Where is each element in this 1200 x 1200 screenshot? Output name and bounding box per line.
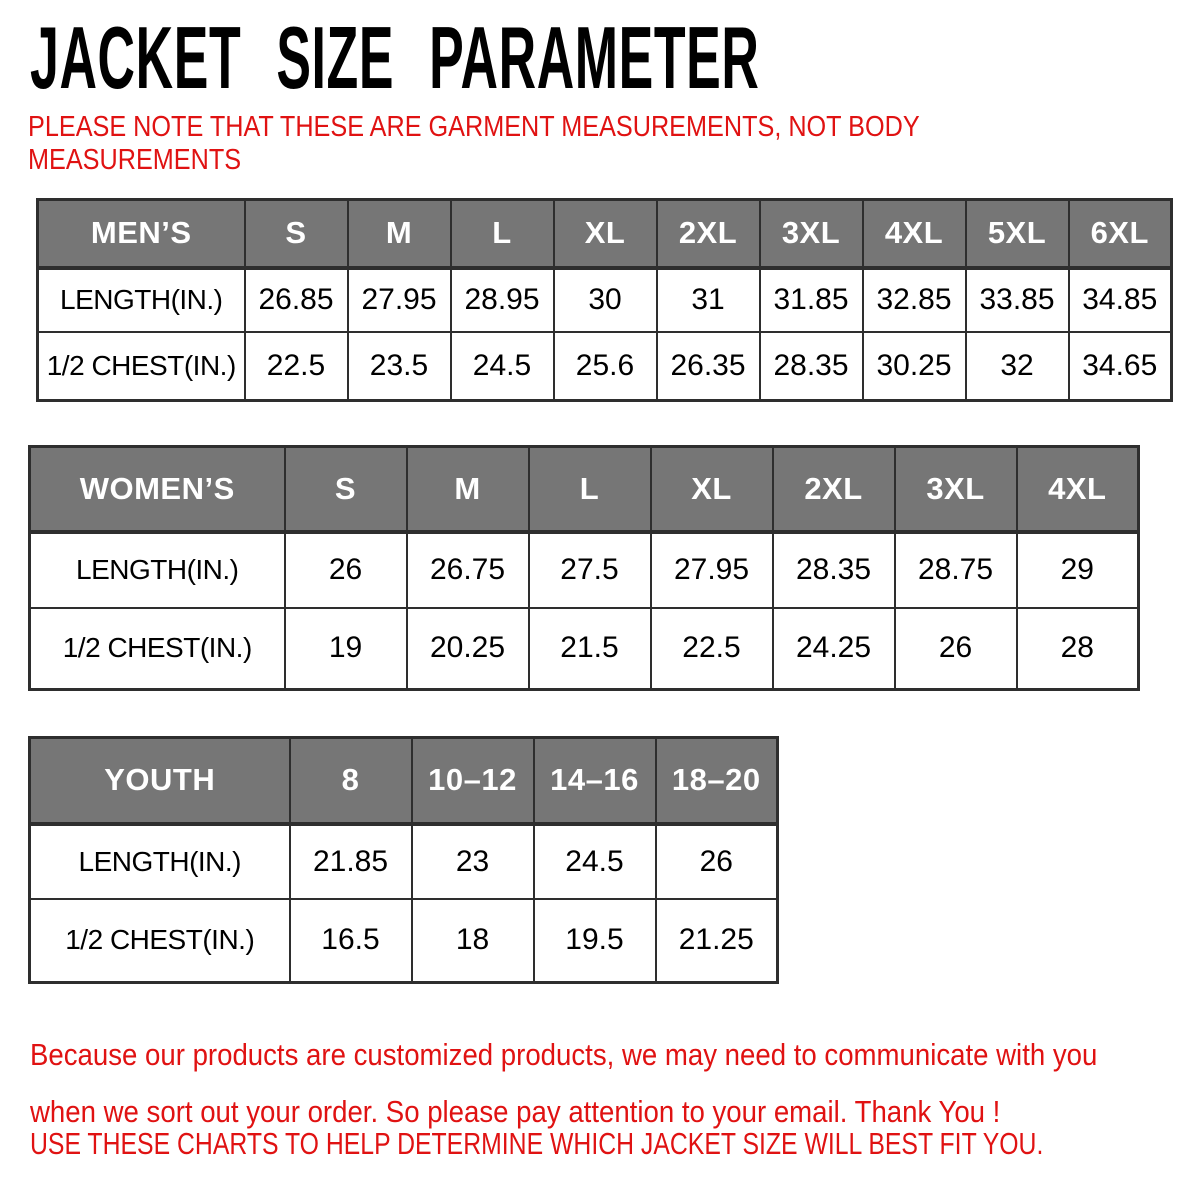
column-header-size: 3XL [760, 200, 863, 268]
table-cell: 32 [966, 332, 1069, 401]
table-cell: 26 [895, 608, 1017, 690]
column-header-size: L [529, 447, 651, 532]
use-charts-note: USE THESE CHARTS TO HELP DETERMINE WHICH JACKET SIZE WILL BEST FIT YOU. [30, 1126, 1044, 1161]
youth-table-title: YOUTH [30, 738, 290, 824]
youth-chest-row [30, 899, 778, 983]
womens-length-row [30, 532, 1139, 608]
table-cell: 28.75 [895, 532, 1017, 608]
table-cell: 19.5 [534, 899, 656, 983]
column-header-size: M [407, 447, 529, 532]
column-header-size: 18–20 [656, 738, 778, 824]
womens-header-row [30, 447, 1139, 532]
table-cell: 21.5 [529, 608, 651, 690]
table-cell: 26 [656, 824, 778, 899]
table-cell: 33.85 [966, 268, 1069, 332]
table-cell: 24.5 [451, 332, 554, 401]
table-cell: 28.35 [760, 332, 863, 401]
row-label-length: LENGTH(IN.) [30, 532, 285, 608]
column-header-size: 8 [290, 738, 412, 824]
mens-size-table [36, 198, 1173, 402]
row-label-chest: 1/2 CHEST(IN.) [30, 899, 290, 983]
table-cell: 21.25 [656, 899, 778, 983]
column-header-size: XL [651, 447, 773, 532]
column-header-size: 10–12 [412, 738, 534, 824]
table-cell: 30.25 [863, 332, 966, 401]
table-cell: 24.5 [534, 824, 656, 899]
mens-header-row [38, 200, 1172, 268]
womens-chest-row [30, 608, 1139, 690]
column-header-size: 3XL [895, 447, 1017, 532]
table-cell: 34.65 [1069, 332, 1172, 401]
table-cell: 32.85 [863, 268, 966, 332]
row-label-length: LENGTH(IN.) [30, 824, 290, 899]
table-cell: 34.85 [1069, 268, 1172, 332]
row-label-chest: 1/2 CHEST(IN.) [30, 608, 285, 690]
note-line: MEASUREMENTS [28, 144, 242, 176]
row-label-chest: 1/2 CHEST(IN.) [38, 332, 245, 401]
table-cell: 28 [1017, 608, 1139, 690]
column-header-size: 4XL [863, 200, 966, 268]
youth-length-row [30, 824, 778, 899]
column-header-size: 2XL [773, 447, 895, 532]
table-cell: 28.35 [773, 532, 895, 608]
column-header-size: L [451, 200, 554, 268]
table-cell: 26 [285, 532, 407, 608]
column-header-size: S [285, 447, 407, 532]
column-header-size: XL [554, 200, 657, 268]
table-cell: 23.5 [348, 332, 451, 401]
table-cell: 21.85 [290, 824, 412, 899]
garment-measurements-note [28, 111, 1053, 177]
column-header-size: 4XL [1017, 447, 1139, 532]
note-line: PLEASE NOTE THAT THESE ARE GARMENT MEASUREMENTS, NOT BODY [28, 111, 920, 143]
table-cell: 24.25 [773, 608, 895, 690]
column-header-size: 5XL [966, 200, 1069, 268]
womens-table-title: WOMEN’S [30, 447, 285, 532]
page-title: JACKET SIZE PARAMETER [30, 8, 760, 107]
table-cell: 16.5 [290, 899, 412, 983]
table-cell: 26.35 [657, 332, 760, 401]
table-cell: 20.25 [407, 608, 529, 690]
mens-length-row [38, 268, 1172, 332]
row-label-length: LENGTH(IN.) [38, 268, 245, 332]
table-cell: 28.95 [451, 268, 554, 332]
womens-size-table [28, 445, 1140, 691]
note-line: when we sort out your order. So please pay attention to your email. Thank You ! [30, 1094, 1001, 1129]
youth-size-table [28, 736, 779, 984]
note-line: Because our products are customized products, we may need to communicate with you [30, 1037, 1098, 1072]
table-cell: 25.6 [554, 332, 657, 401]
table-cell: 26.75 [407, 532, 529, 608]
column-header-size: 14–16 [534, 738, 656, 824]
table-cell: 27.5 [529, 532, 651, 608]
table-cell: 31.85 [760, 268, 863, 332]
table-cell: 19 [285, 608, 407, 690]
column-header-size: M [348, 200, 451, 268]
column-header-size: 6XL [1069, 200, 1172, 268]
table-cell: 29 [1017, 532, 1139, 608]
table-cell: 22.5 [651, 608, 773, 690]
table-cell: 30 [554, 268, 657, 332]
table-cell: 27.95 [651, 532, 773, 608]
customization-note [30, 1026, 1200, 1140]
mens-chest-row [38, 332, 1172, 401]
table-cell: 26.85 [245, 268, 348, 332]
column-header-size: 2XL [657, 200, 760, 268]
table-cell: 27.95 [348, 268, 451, 332]
table-cell: 22.5 [245, 332, 348, 401]
table-cell: 23 [412, 824, 534, 899]
youth-header-row [30, 738, 778, 824]
column-header-size: S [245, 200, 348, 268]
table-cell: 31 [657, 268, 760, 332]
mens-table-title: MEN’S [38, 200, 245, 268]
table-cell: 18 [412, 899, 534, 983]
